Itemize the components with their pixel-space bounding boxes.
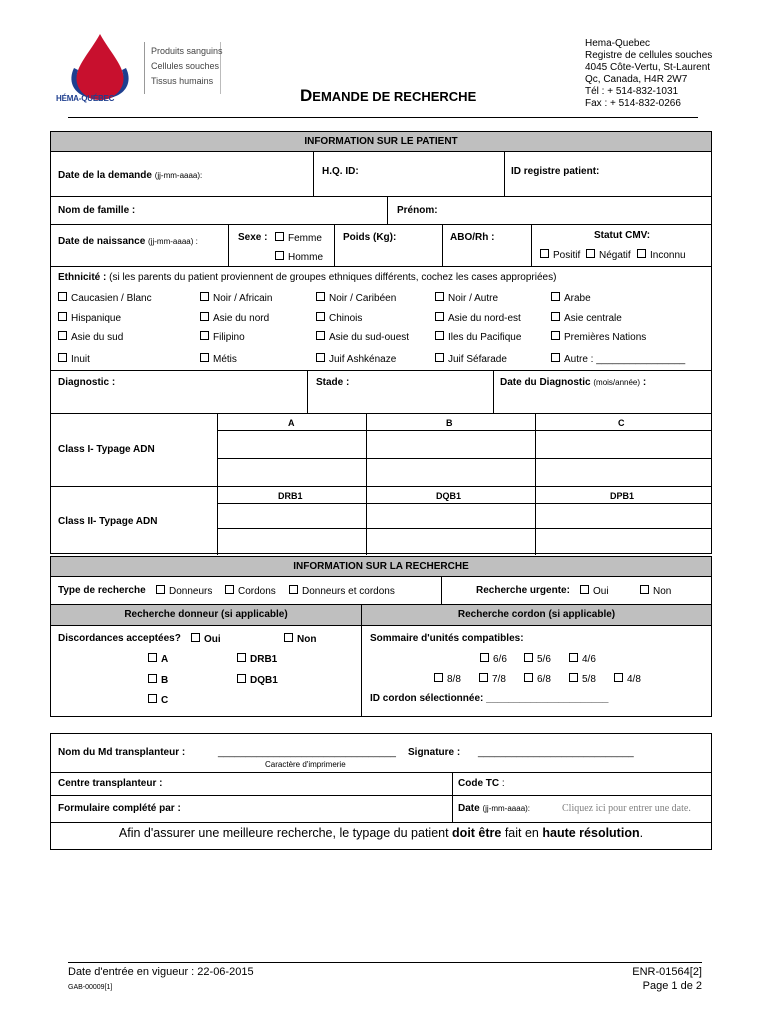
cmv-inconnu-checkbox[interactable] [637, 249, 686, 261]
sexe-label: Sexe : [238, 232, 268, 243]
sommaire-label: Sommaire d'unités compatibles: [370, 633, 524, 644]
note-bold-1: doit être [452, 826, 502, 840]
class2-col-dpb1: DPB1 [610, 491, 635, 501]
urgente-oui-checkbox[interactable] [580, 585, 609, 597]
ethnic-checkbox[interactable] [551, 331, 646, 343]
type-both-label: Donneurs et cordons [302, 586, 395, 597]
ethnic-label: Asie du nord-est [448, 313, 521, 324]
ethnic-label: Hispanique [71, 313, 122, 324]
cmv-label: Statut CMV: [594, 230, 651, 241]
stade-label: Stade : [316, 377, 350, 388]
disc-non-checkbox[interactable] [284, 633, 316, 645]
unit-7-8-checkbox[interactable] [479, 673, 506, 685]
locus-a-label: A [161, 654, 169, 665]
note-end: . [639, 826, 644, 840]
type-donneurs-label: Donneurs [169, 586, 213, 597]
unit-5-6-checkbox[interactable] [524, 653, 551, 665]
sexe-homme-checkbox[interactable] [275, 251, 323, 263]
prenom-label: Prénom: [397, 205, 438, 216]
code-tc-label [458, 778, 505, 789]
cmv-negatif-checkbox[interactable] [586, 249, 631, 261]
ethnic-checkbox[interactable] [551, 312, 622, 324]
logo-line-1: Produits sanguins [151, 46, 223, 56]
unit-label: 6/6 [493, 654, 507, 665]
ethnic-label: Asie du sud-ouest [329, 332, 410, 343]
disc-oui-checkbox[interactable] [191, 633, 221, 645]
footer-doc-id: ENR-01564[2] [632, 966, 702, 978]
ethnic-checkbox[interactable] [435, 353, 507, 365]
locus-a-checkbox[interactable] [148, 653, 168, 665]
date-completion-format: (jj-mm-aaaa): [482, 804, 531, 813]
disc-non-label: Non [297, 634, 317, 645]
locus-b-checkbox[interactable] [148, 674, 168, 686]
unit-label: 5/6 [537, 654, 551, 665]
locus-c-checkbox[interactable] [148, 694, 168, 706]
locus-dqb1-checkbox[interactable] [237, 674, 278, 686]
locus-drb1-checkbox[interactable] [237, 653, 277, 665]
unit-label: 8/8 [447, 674, 461, 685]
class1-col-b: B [446, 418, 453, 428]
ethnic-checkbox[interactable] [200, 292, 272, 304]
address-line: Fax : + 514-832-0266 [585, 98, 681, 109]
ethnic-label: Juif Séfarade [448, 354, 507, 365]
cmv-inconnu-label: Inconnu [650, 250, 686, 261]
ethnic-label: Juif Ashkénaze [329, 354, 397, 365]
ethnic-label: Métis [213, 354, 237, 365]
date-diagnostic-colon: : [642, 377, 647, 388]
md-name-line[interactable]: ________________________________ [218, 747, 396, 758]
ethnic-checkbox[interactable] [316, 331, 409, 343]
type-both-checkbox[interactable] [289, 585, 395, 597]
unit-6-8-checkbox[interactable] [524, 673, 551, 685]
discordances-label: Discordances acceptées? [58, 633, 181, 644]
unit-5-8-checkbox[interactable] [569, 673, 596, 685]
abo-label: ABO/Rh : [450, 232, 495, 243]
ethnicite-label [58, 272, 556, 283]
ethnic-label: Filipino [213, 332, 245, 343]
locus-dqb1-label: DQB1 [250, 675, 278, 686]
address-block [585, 38, 712, 110]
md-transplanteur-label: Nom du Md transplanteur : [58, 747, 186, 758]
urgente-oui-label: Oui [593, 586, 609, 597]
date-diagnostic-label [500, 377, 646, 388]
date-demande-format: (jj-mm-aaaa): [154, 171, 203, 180]
ethnic-label: Autre : ________________ [564, 354, 686, 365]
ethnic-checkbox[interactable] [58, 312, 121, 324]
date-demande-label [58, 170, 202, 181]
nom-famille-label: Nom de famille : [58, 205, 136, 216]
unit-8-8-checkbox[interactable] [434, 673, 461, 685]
ethnic-label: Noir / Africain [213, 293, 273, 304]
type-cordons-label: Cordons [238, 586, 276, 597]
address-line: Registre de cellules souches [585, 50, 713, 61]
ethnic-checkbox[interactable] [58, 331, 123, 343]
ethnic-checkbox[interactable] [435, 331, 521, 343]
resolution-note [50, 826, 712, 840]
class1-label: Class I- Typage ADN [58, 444, 155, 455]
urgente-non-label: Non [653, 586, 672, 597]
unit-label: 7/8 [492, 674, 506, 685]
centre-label: Centre transplanteur : [58, 778, 163, 789]
ethnic-label: Noir / Autre [448, 293, 499, 304]
date-naissance-label [58, 236, 198, 247]
sexe-homme-label: Homme [288, 252, 324, 263]
unit-label: 4/6 [582, 654, 596, 665]
cordon-subheader: Recherche cordon (si applicable) [362, 605, 711, 625]
title-rest: EMANDE DE RECHERCHE [312, 89, 477, 104]
id-registre-label: ID registre patient: [511, 166, 600, 177]
logo-divider [144, 42, 145, 94]
ethnic-label: Inuit [71, 354, 90, 365]
ethnic-label: Iles du Pacifique [448, 332, 522, 343]
title-first-letter: D [300, 86, 313, 105]
ethnic-checkbox[interactable] [435, 292, 498, 304]
logo-line-3: Tissus humains [151, 76, 214, 86]
date-diagnostic-format: (mois/année) [593, 378, 641, 387]
locus-b-label: B [161, 675, 169, 686]
id-cordon-label: ID cordon sélectionnée: ______________________ [370, 693, 609, 704]
page-title [300, 86, 476, 106]
cmv-positif-label: Positif [553, 250, 581, 261]
unit-label: 4/8 [627, 674, 641, 685]
footer-rule [68, 962, 702, 963]
ethnic-checkbox[interactable] [58, 292, 152, 304]
ethnic-checkbox[interactable] [200, 331, 245, 343]
poids-label: Poids (Kg): [343, 232, 397, 243]
cmv-negatif-label: Négatif [599, 250, 631, 261]
class2-label: Class II- Typage ADN [58, 516, 158, 527]
date-naissance-format: (jj-mm-aaaa) : [148, 237, 198, 246]
code-tc-colon: : [501, 778, 505, 789]
class1-col-a: A [288, 418, 295, 428]
formulaire-label: Formulaire complété par : [58, 803, 181, 814]
footer-page-number: Page 1 de 2 [642, 980, 702, 992]
hq-id-label: H.Q. ID: [322, 166, 359, 177]
disc-oui-label: Oui [204, 634, 221, 645]
header-rule [68, 117, 698, 118]
address-line: Hema-Quebec [585, 38, 651, 49]
date-naissance-text: Date de naissance [58, 236, 146, 247]
signature-line[interactable]: ____________________________ [478, 747, 634, 758]
type-recherche-label: Type de recherche [58, 585, 146, 596]
ethnic-label: Chinois [329, 313, 363, 324]
type-donneurs-checkbox[interactable] [156, 585, 212, 597]
date-picker-field[interactable]: Cliquez ici pour entrer une date. [562, 803, 691, 814]
unit-4-6-checkbox[interactable] [569, 653, 596, 665]
ethnic-checkbox[interactable] [316, 292, 396, 304]
ethnic-checkbox[interactable] [551, 353, 685, 365]
class2-col-drb1: DRB1 [278, 491, 303, 501]
signature-label: Signature : [408, 747, 461, 758]
unit-label: 6/8 [537, 674, 551, 685]
locus-drb1-label: DRB1 [250, 654, 278, 665]
footer-effective-date: Date d'entrée en vigueur : 22-06-2015 [68, 966, 254, 978]
footer-gab-code: GAB-00009[1] [68, 984, 113, 991]
diagnostic-label: Diagnostic : [58, 377, 116, 388]
ethnic-label: Asie du sud [71, 332, 124, 343]
date-completion-label [458, 803, 530, 814]
cmv-positif-checkbox[interactable] [540, 249, 580, 261]
class1-col-c: C [618, 418, 625, 428]
address-line: Qc, Canada, H4R 2W7 [585, 74, 688, 85]
address-line: Tél : + 514-832-1031 [585, 86, 679, 97]
ethnicite-note: (si les parents du patient proviennent de groupes ethniques différents, cochez les cases appropriées) [109, 272, 557, 283]
caractere-hint: Caractère d'imprimerie [265, 760, 346, 769]
note-bold-2: haute résolution [542, 826, 640, 840]
date-diagnostic-text: Date du Diagnostic [500, 377, 591, 388]
date-completion-text: Date [458, 803, 480, 814]
patient-section-header: INFORMATION SUR LE PATIENT [51, 132, 711, 151]
recherche-section-header: INFORMATION SUR LA RECHERCHE [51, 557, 711, 576]
ethnic-label: Noir / Caribéen [329, 293, 397, 304]
date-demande-text: Date de la demande [58, 170, 152, 181]
urgente-label: Recherche urgente: [476, 585, 570, 596]
ethnicite-title: Ethnicité : [58, 272, 107, 283]
ethnic-checkbox[interactable] [435, 312, 521, 324]
urgente-non-checkbox[interactable] [640, 585, 671, 597]
unit-4-8-checkbox[interactable] [614, 673, 641, 685]
ethnic-label: Asie du nord [213, 313, 270, 324]
ethnic-label: Premières Nations [564, 332, 647, 343]
note-text-2: fait en [501, 826, 543, 840]
type-cordons-checkbox[interactable] [225, 585, 276, 597]
ethnic-checkbox[interactable] [551, 292, 591, 304]
class2-col-dqb1: DQB1 [436, 491, 462, 501]
locus-c-label: C [161, 695, 169, 706]
note-text-1: Afin d'assurer une meilleure recherche, le typage du patient [118, 826, 453, 840]
unit-label: 5/8 [582, 674, 596, 685]
ethnic-checkbox[interactable] [200, 353, 237, 365]
sexe-femme-label: Femme [288, 233, 322, 244]
code-tc-text: Code TC [458, 778, 500, 789]
sexe-femme-checkbox[interactable] [275, 232, 322, 244]
ethnic-label: Caucasien / Blanc [71, 293, 152, 304]
address-line: 4045 Côte-Vertu, St-Laurent [585, 62, 711, 73]
ethnic-checkbox[interactable] [58, 353, 90, 365]
ethnic-label: Arabe [564, 293, 591, 304]
logo-line-2: Cellules souches [151, 61, 220, 71]
ethnic-label: Asie centrale [564, 313, 622, 324]
unit-6-6-checkbox[interactable] [480, 653, 507, 665]
ethnic-checkbox[interactable] [316, 312, 362, 324]
logo-brand: HÉMA-QUÉBEC [56, 94, 115, 103]
ethnic-checkbox[interactable] [200, 312, 269, 324]
donneur-subheader: Recherche donneur (si applicable) [51, 605, 361, 625]
ethnic-checkbox[interactable] [316, 353, 396, 365]
